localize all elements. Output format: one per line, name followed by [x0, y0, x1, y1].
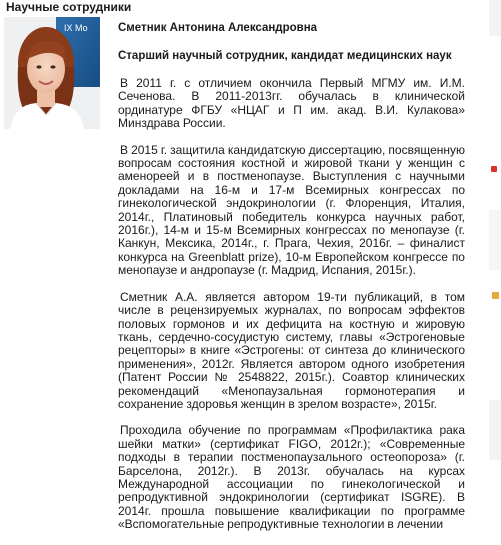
profile-photo: [4, 17, 100, 129]
bio-paragraph: Проходила обучение по программам «Профилактика рака шейки матки» (сертификат FIGO, 2012г.); «Современные подходы в терапии постменопаузального остеопороза» (г. Барселона, 2012г.). В 2013г. обучалась на курсах Международной ассоциации по гинекологической и репродуктивной эндокринологии (сертификат ISGRE). В 2014г. прошла повышение квалификации по программе «Вспомогательные репродуктивные технологии в лечении: [118, 423, 465, 532]
sidebar-edge-block: [489, 0, 501, 36]
bio-paragraph: В 2011 г. с отличием окончила Первый МГМУ им. И.М. Сеченова. В 2011-2013гг. обучалась в клинической ординатуре ФГБУ «НЦАГ и П им. акад. В.И. Кулакова» Минздрава России.: [118, 76, 465, 131]
person-position: Старший научный сотрудник, кандидат медицинских наук: [118, 50, 452, 62]
sidebar-edge-block: [489, 210, 501, 270]
sidebar-orange-marker: [492, 292, 499, 299]
section-title: Научные сотрудники: [6, 0, 132, 14]
bio-paragraph: Сметник А.А. является автором 19-ти публикаций, в том числе в рецензируемых журналах, по вопросам эффектов половых гормонов и их дефицита на костную и жировую ткань, сердечно-сосудистую систему, главы «Эстрогеновые рецепторы» в книге «Эстрогены: от синтеза до клинического применения», 2012г. Является автором одного изобретения (Патент России № 2548822, 2015г.). Соавтор клинических рекомендаций «Менопаузальная гормонотерапия и сохранение здоровья женщин в зрелом возрасте», 2015г.: [118, 289, 465, 411]
profile-photo-image: [4, 17, 100, 129]
sidebar-edge-block: [489, 400, 501, 460]
profile-content: [118, 21, 465, 545]
person-name: Сметник Антонина Александровна: [118, 22, 318, 34]
bio-paragraph: В 2015 г. защитила кандидатскую диссертацию, посвященную вопросам состояния костной и жировой ткани у женщин с аменореей и в постменопаузе. Выступления с научными докладами на 16-м и 17-м Всемирных конгрессах по гинекологической эндокринологии (г. Флоренция, Италия, 2014г., Платиновый победитель конкурса научных работ, 2016г.), 14-м и 15-м Всемирных конгрессах по менопаузе (г. Канкун, Мексика, 2014г., г. Прага, Чехия, 2016г. – финалист конкурса на Greenblatt prize), 10-м Европейском конгрессе по менопаузе и андропаузе (г. Мадрид, Испания, 2015г.).: [118, 142, 465, 278]
sidebar-red-marker: [491, 166, 497, 172]
photo-banner-text: IX Мо: [64, 23, 88, 33]
